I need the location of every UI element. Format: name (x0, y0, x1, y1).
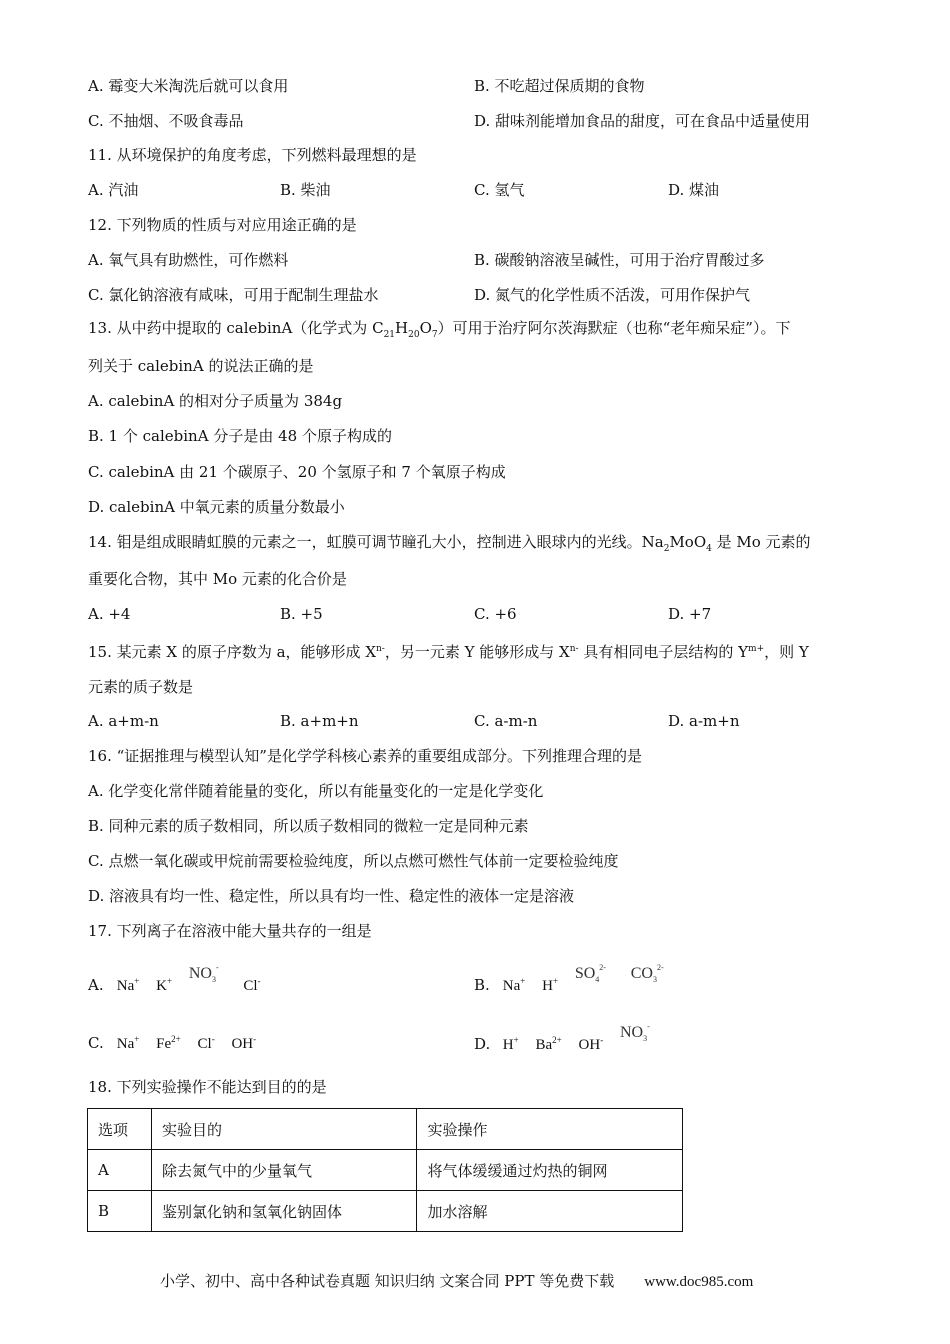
q13-option-c: C. calebinA 由 21 个碳原子、20 个氢原子和 7 个氧原子构成 (88, 463, 506, 481)
q12-option-a: A. 氧气具有助燃性，可作燃料 (88, 251, 289, 269)
q13-option-d: D. calebinA 中氧元素的质量分数最小 (88, 498, 345, 516)
table-row (88, 1150, 683, 1191)
table-header-row (88, 1109, 683, 1150)
q12-option-c: C. 氯化钠溶液有咸味，可用于配制生理盐水 (88, 286, 379, 304)
q14-stem-line1: 14. 钼是组成眼睛虹膜的元素之一，虹膜可调节瞳孔大小，控制进入眼球内的光线。$Na_2MoO_4$ 是 Mo 元素的 (88, 533, 811, 554)
q13-stem-line1: 13. 从中药中提取的 calebinA（化学式为 $C_{21}H_{20}O_7$）可用于治疗阿尔茨海默症（也称“老年痴呆症”）。下 (88, 319, 791, 340)
q10-option-b: B. 不吃超过保质期的食物 (474, 77, 645, 95)
cell-purpose: 除去氮气中的少量氧气 (151, 1150, 417, 1191)
ion-h: H+ (542, 976, 559, 994)
ion-carbonate: $CO_3^{2-}$ (630, 963, 664, 985)
option-label: D. (474, 1035, 491, 1053)
q17-option-d (474, 1022, 670, 1061)
footer-url[interactable]: www.doc985.com (644, 1274, 754, 1290)
q13-option-b: B. 1 个 calebinA 分子是由 48 个原子构成的 (88, 427, 392, 445)
q15-stem-line2: 元素的质子数是 (88, 678, 194, 696)
q13-stem-line2: 列关于 calebinA 的说法正确的是 (88, 357, 314, 375)
option-label: B. (474, 976, 490, 994)
cell-purpose: 鉴别氯化钠和氢氧化钠固体 (151, 1191, 417, 1232)
ion-sulfate: $SO_4^{2-}$ (574, 963, 606, 985)
q14-option-b: B. +5 (280, 605, 323, 623)
ion-na: Na+ (116, 976, 140, 994)
header-operation: 实验操作 (417, 1109, 683, 1150)
cell-option: A (88, 1150, 152, 1191)
q15-option-d: D. a-m+n (668, 712, 740, 730)
ion-h: H+ (502, 1035, 519, 1053)
option-label: A. (88, 976, 104, 994)
q14-option-c: C. +6 (474, 605, 517, 623)
header-option: 选项 (88, 1109, 152, 1150)
ion-cl: Cl- (243, 976, 261, 994)
q17-option-c (88, 1029, 268, 1054)
cell-operation: 将气体缓缓通过灼热的铜网 (417, 1150, 683, 1191)
q17-option-a (88, 963, 273, 1002)
q15-option-b: B. a+m+n (280, 712, 359, 730)
q18-stem: 18. 下列实验操作不能达到目的的是 (88, 1078, 327, 1096)
q10-option-a: A. 霉变大米淘洗后就可以食用 (88, 77, 289, 95)
q11-stem: 11. 从环境保护的角度考虑，下列燃料最理想的是 (88, 146, 417, 164)
q10-option-c: C. 不抽烟、不吸食毒品 (88, 112, 244, 130)
q12-option-d: D. 氮气的化学性质不活泼，可用作保护气 (474, 286, 751, 304)
q14-option-d: D. +7 (668, 605, 712, 623)
ion-na: Na+ (502, 976, 526, 994)
q16-option-c: C. 点燃一氧化碳或甲烷前需要检验纯度，所以点燃可燃性气体前一定要检验纯度 (88, 852, 619, 870)
q16-option-a: A. 化学变化常伴随着能量的变化，所以有能量变化的一定是化学变化 (88, 782, 544, 800)
cell-option: B (88, 1191, 152, 1232)
q11-option-d: D. 煤油 (668, 181, 720, 199)
table-row (88, 1191, 683, 1232)
q16-option-b: B. 同种元素的质子数相同，所以质子数相同的微粒一定是同种元素 (88, 817, 529, 835)
ion-ba: $Ba^{2+}$ (535, 1035, 562, 1053)
q13-option-a: A. calebinA 的相对分子质量为 384g (88, 392, 343, 410)
q10-option-d: D. 甜味剂能增加食品的甜度，可在食品中适量使用 (474, 112, 811, 130)
q16-stem: 16. “证据推理与模型认知”是化学学科核心素养的重要组成部分。下列推理合理的是 (88, 747, 642, 765)
q17-stem: 17. 下列离子在溶液中能大量共存的一组是 (88, 922, 372, 940)
q11-option-b: B. 柴油 (280, 181, 331, 199)
ion-fe: $Fe^{2+}$ (156, 1034, 181, 1052)
footer-text: 小学、初中、高中各种试卷真题 知识归纳 文案合同 PPT 等免费下载 (160, 1272, 615, 1290)
q14-stem-line2: 重要化合物，其中 Mo 元素的化合价是 (88, 570, 347, 588)
page-footer (160, 1270, 753, 1291)
option-label: C. (88, 1034, 104, 1052)
ion-oh: OH- (578, 1035, 604, 1053)
q15-option-a: A. a+m-n (88, 712, 159, 730)
header-purpose: 实验目的 (151, 1109, 417, 1150)
q11-option-a: A. 汽油 (88, 181, 139, 199)
q15-stem-line1: 15. 某元素 X 的原子序数为 a，能够形成 $X^{n-}$，另一元素 Y 能够形成与 $X^{n-}$ 具有相同电子层结构的 $Y^{m+}$，则 Y (88, 643, 809, 661)
ion-k: K+ (156, 976, 173, 994)
ion-nitrate: $NO_3^-$ (188, 963, 219, 985)
q14-option-a: A. +4 (88, 605, 131, 623)
q17-option-b (474, 963, 684, 1002)
q12-option-b: B. 碳酸钠溶液呈碱性，可用于治疗胃酸过多 (474, 251, 765, 269)
ion-nitrate: $NO_3^-$ (619, 1022, 650, 1044)
q15-option-c: C. a-m-n (474, 712, 538, 730)
q12-stem: 12. 下列物质的性质与对应用途正确的是 (88, 216, 357, 234)
cell-operation: 加水溶解 (417, 1191, 683, 1232)
experiment-table (87, 1108, 683, 1232)
ion-na: Na+ (116, 1034, 140, 1052)
ion-oh: OH- (231, 1034, 257, 1052)
ion-cl: Cl- (197, 1034, 215, 1052)
q11-option-c: C. 氢气 (474, 181, 525, 199)
q16-option-d: D. 溶液具有均一性、稳定性，所以具有均一性、稳定性的液体一定是溶液 (88, 887, 575, 905)
